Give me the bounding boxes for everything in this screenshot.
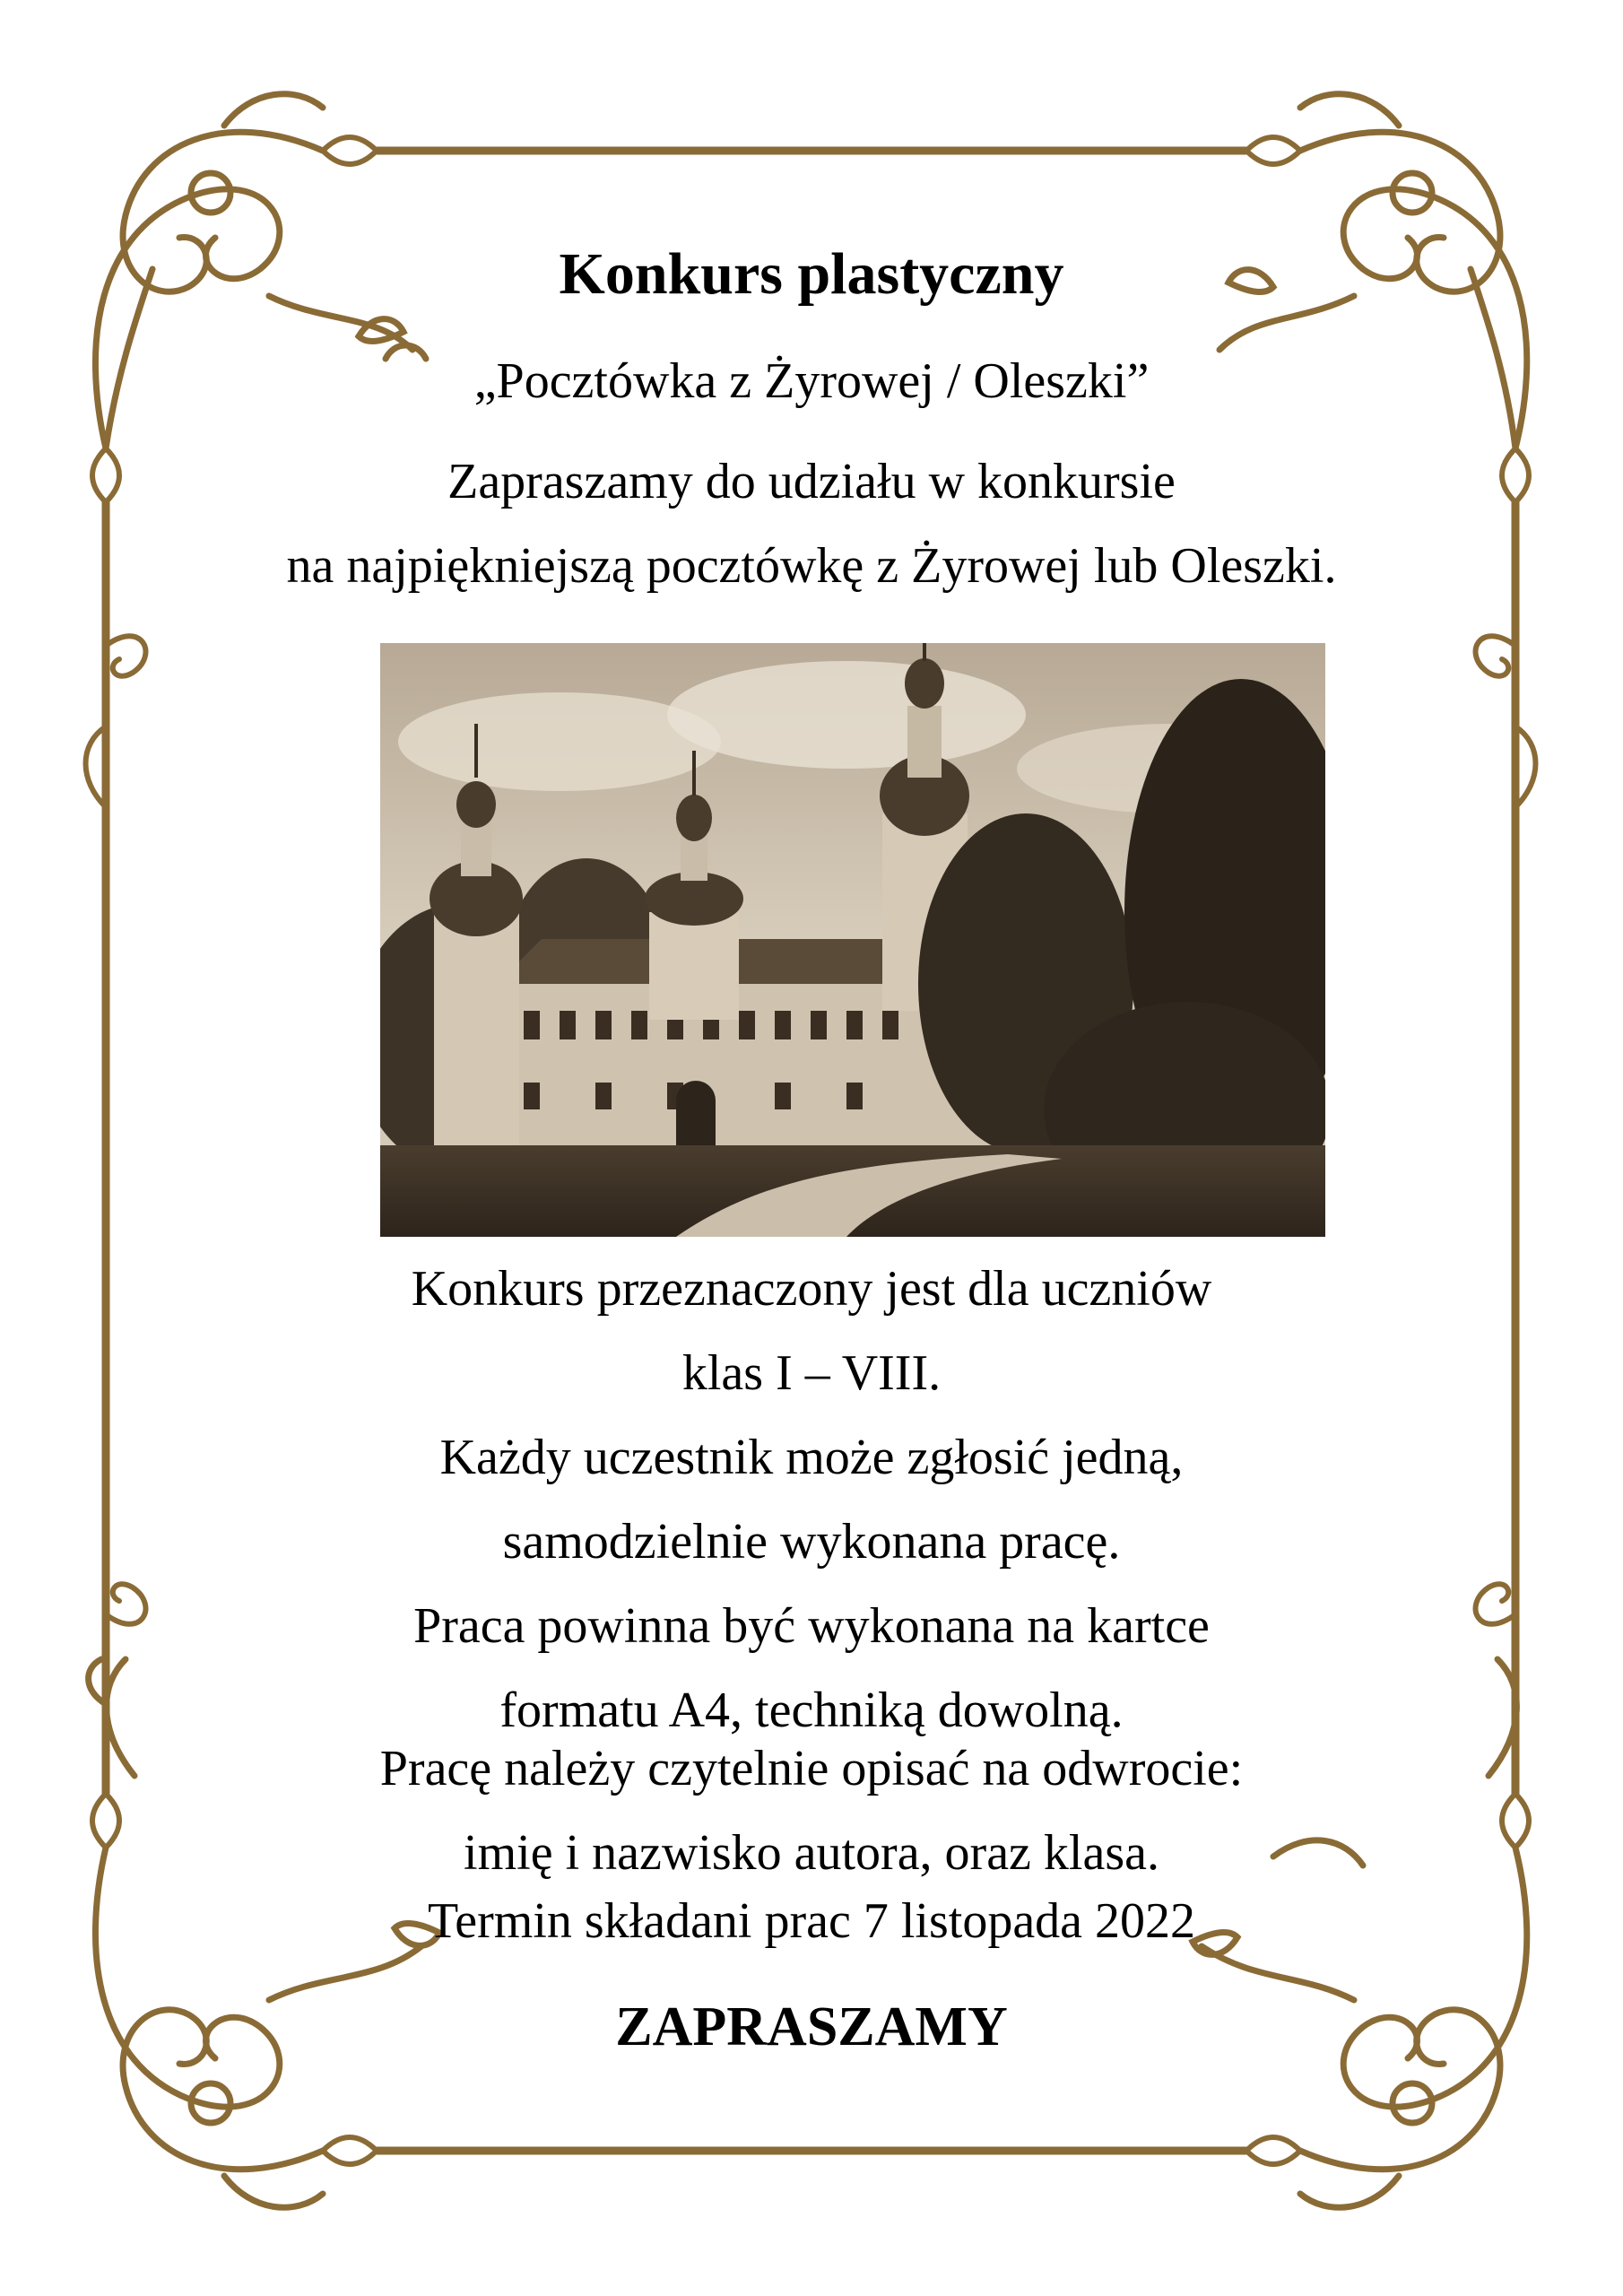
rules-line: Konkurs przeznaczony jest dla uczniów — [411, 1261, 1212, 1317]
page-title: Konkurs plastyczny — [559, 241, 1064, 307]
instructions-line: imię i nazwisko autora, oraz klasa. — [464, 1825, 1159, 1881]
palace-photo — [380, 643, 1325, 1237]
labeling-instructions — [0, 1726, 1623, 1895]
closing-invitation: ZAPRASZAMY — [615, 1996, 1008, 2057]
rules-line: Praca powinna być wykonana na kartce — [413, 1598, 1210, 1654]
rules-line: samodzielnie wykonana pracę. — [502, 1514, 1121, 1570]
rules-line: klas I – VIII. — [681, 1345, 942, 1401]
intro-line: na najpiękniejszą pocztówkę z Żyrowej lub Oleszki. — [286, 538, 1337, 594]
rules-line: Każdy uczestnik może zgłosić jedną, — [439, 1430, 1184, 1485]
intro-line: Zapraszamy do udziału w konkursie — [447, 454, 1176, 509]
rules-line: formatu A4, techniką dowolną. — [499, 1683, 1124, 1738]
contest-name: „Pocztówka z Żyrowej / Oleszki” — [473, 353, 1150, 409]
intro-paragraph — [0, 439, 1623, 608]
submission-deadline: Termin składani prac 7 listopada 2022 — [427, 1893, 1196, 1949]
contest-rules — [0, 1247, 1623, 1752]
instructions-line: Pracę należy czytelnie opisać na odwrocie: — [379, 1741, 1244, 1796]
